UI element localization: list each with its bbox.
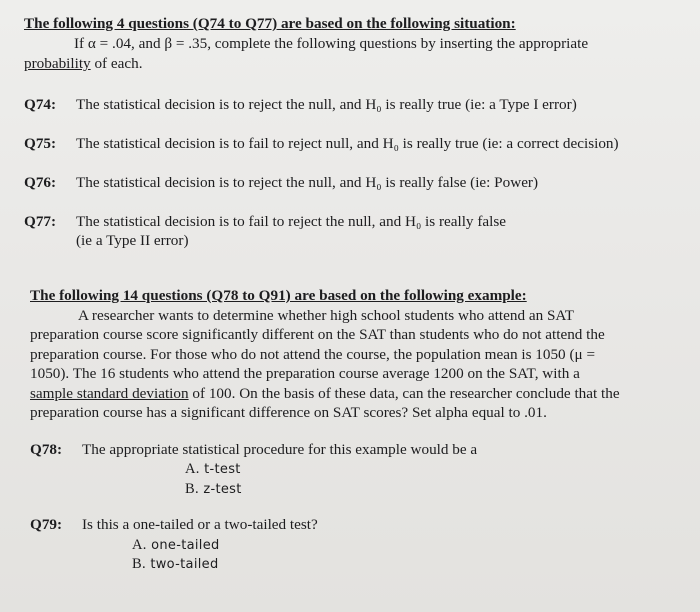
question-number: Q76: [24, 174, 57, 191]
question-q74 [24, 96, 684, 114]
question-q77 [24, 212, 684, 250]
section-heading: The following 14 questions (Q78 to Q91) are based on the following example: [30, 287, 527, 304]
question-number: Q79: [30, 516, 63, 533]
probability-term: probability [24, 55, 91, 72]
question-text: The statistical decision is to fail to reject the null, and H₀ is really false (ie a Type II error) [76, 213, 506, 249]
question-number: Q77: [24, 213, 57, 230]
question-text: The statistical decision is to reject the null, and H₀ is really false (ie: Power) [76, 174, 539, 191]
paragraph-line: 1050). The 16 students who attend the preparation course average 1200 on the SAT, with a [30, 365, 580, 382]
question-number: Q74: [24, 96, 57, 113]
section-example [30, 286, 686, 423]
answer-option[interactable]: A. t-test [185, 461, 241, 477]
intro-line: probability of each. [24, 55, 143, 72]
intro-line: If α = .04, and β = .35, complete the following questions by inserting the appropriate [74, 35, 589, 52]
answer-option[interactable]: B. two-tailed [132, 556, 219, 572]
question-text: The appropriate statistical procedure for this example would be a [82, 441, 478, 458]
question-number: Q75: [24, 135, 57, 152]
question-q79 [30, 516, 670, 534]
paragraph-line: preparation course. For those who do not attend the course, the population mean is 1050 (μ = [30, 345, 596, 363]
question-text: The statistical decision is to fail to reject null, and H₀ is really true (ie: a correct decision) [76, 135, 619, 152]
question-q76 [24, 174, 684, 192]
section-situation [24, 14, 684, 74]
section-heading: The following 4 questions (Q74 to Q77) are based on the following situation: [24, 15, 516, 32]
paragraph-line: sample standard deviation of 100. On the basis of these data, can the researcher conclude that the [30, 384, 620, 402]
paragraph-line: preparation course has a significant difference on SAT scores? Set alpha equal to .01. [30, 404, 547, 421]
sample-sd-term: sample standard deviation [30, 384, 189, 402]
question-number: Q78: [30, 441, 63, 458]
answer-option[interactable]: B. z-test [185, 481, 242, 497]
question-q78 [30, 441, 670, 459]
question-q75 [24, 135, 689, 153]
paragraph-line: preparation course score significantly different on the SAT than students who do not attend the [30, 326, 605, 343]
paragraph-line: A researcher wants to determine whether high school students who attend an SAT [78, 306, 574, 324]
question-text: Is this a one-tailed or a two-tailed test? [82, 516, 318, 533]
question-text: The statistical decision is to reject the null, and H₀ is really true (ie: a Type I error) [76, 96, 577, 113]
answer-option[interactable]: A. one-tailed [132, 537, 220, 553]
